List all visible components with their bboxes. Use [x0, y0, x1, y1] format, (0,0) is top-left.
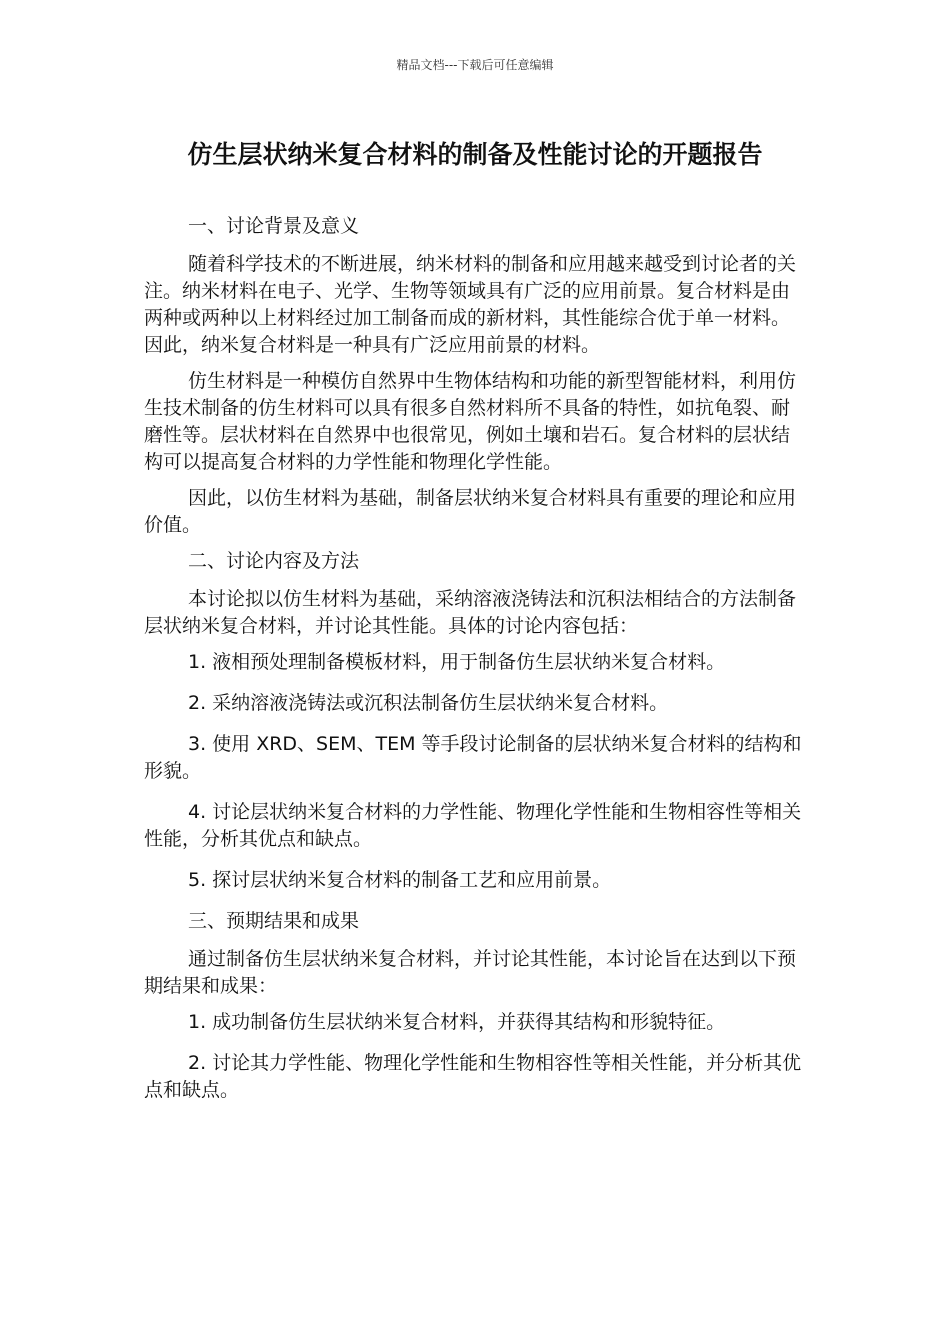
section-heading-expected-results: 三、预期结果和成果 — [188, 910, 360, 932]
paragraph-background-1: 随着科学技术的不断进展，纳米材料的制备和应用越来越受到讨论者的关注。纳米材料在电子、光学、生物等领域具有广泛的应用前景。复合材料是由两种或两种以上材料经过加工制备而成的新材料，其性能综合优于单一材料。因此，纳米复合材料是一种具有广泛应用前景的材料。 — [144, 253, 797, 356]
paragraph-content-intro: 本讨论拟以仿生材料为基础，采纳溶液浇铸法和沉积法相结合的方法制备层状纳米复合材料，并讨论其性能。具体的讨论内容包括： — [144, 588, 797, 637]
list-item-content-3: 3. 使用 XRD、SEM、TEM 等手段讨论制备的层状纳米复合材料的结构和形貌。 — [144, 733, 802, 782]
page-header: 精品文档---下载后可任意编辑 — [396, 58, 554, 72]
paragraph-results-intro: 通过制备仿生层状纳米复合材料，并讨论其性能，本讨论旨在达到以下预期结果和成果： — [144, 948, 797, 997]
list-item-content-2: 2. 采纳溶液浇铸法或沉积法制备仿生层状纳米复合材料。 — [188, 692, 669, 714]
list-item-content-1: 1. 液相预处理制备模板材料，用于制备仿生层状纳米复合材料。 — [188, 651, 726, 673]
section-heading-background: 一、讨论背景及意义 — [188, 215, 360, 237]
document-title: 仿生层状纳米复合材料的制备及性能讨论的开题报告 — [187, 140, 763, 169]
list-item-results-1: 1. 成功制备仿生层状纳米复合材料，并获得其结构和形貌特征。 — [188, 1011, 726, 1033]
paragraph-background-3: 因此，以仿生材料为基础，制备层状纳米复合材料具有重要的理论和应用价值。 — [144, 487, 797, 536]
document-body — [144, 213, 804, 1118]
list-item-results-2: 2. 讨论其力学性能、物理化学性能和生物相容性等相关性能，并分析其优点和缺点。 — [144, 1052, 802, 1101]
section-heading-content-methods: 二、讨论内容及方法 — [188, 550, 360, 572]
list-item-content-4: 4. 讨论层状纳米复合材料的力学性能、物理化学性能和生物相容性等相关性能，分析其优点和缺点。 — [144, 801, 802, 850]
paragraph-background-2: 仿生材料是一种模仿自然界中生物体结构和功能的新型智能材料，利用仿生技术制备的仿生材料可以具有很多自然材料所不具备的特性，如抗龟裂、耐磨性等。层状材料在自然界中也很常见，例如土壤和岩石。复合材料的层状结构可以提高复合材料的力学性能和物理化学性能。 — [144, 370, 797, 473]
list-item-content-5: 5. 探讨层状纳米复合材料的制备工艺和应用前景。 — [188, 869, 612, 891]
